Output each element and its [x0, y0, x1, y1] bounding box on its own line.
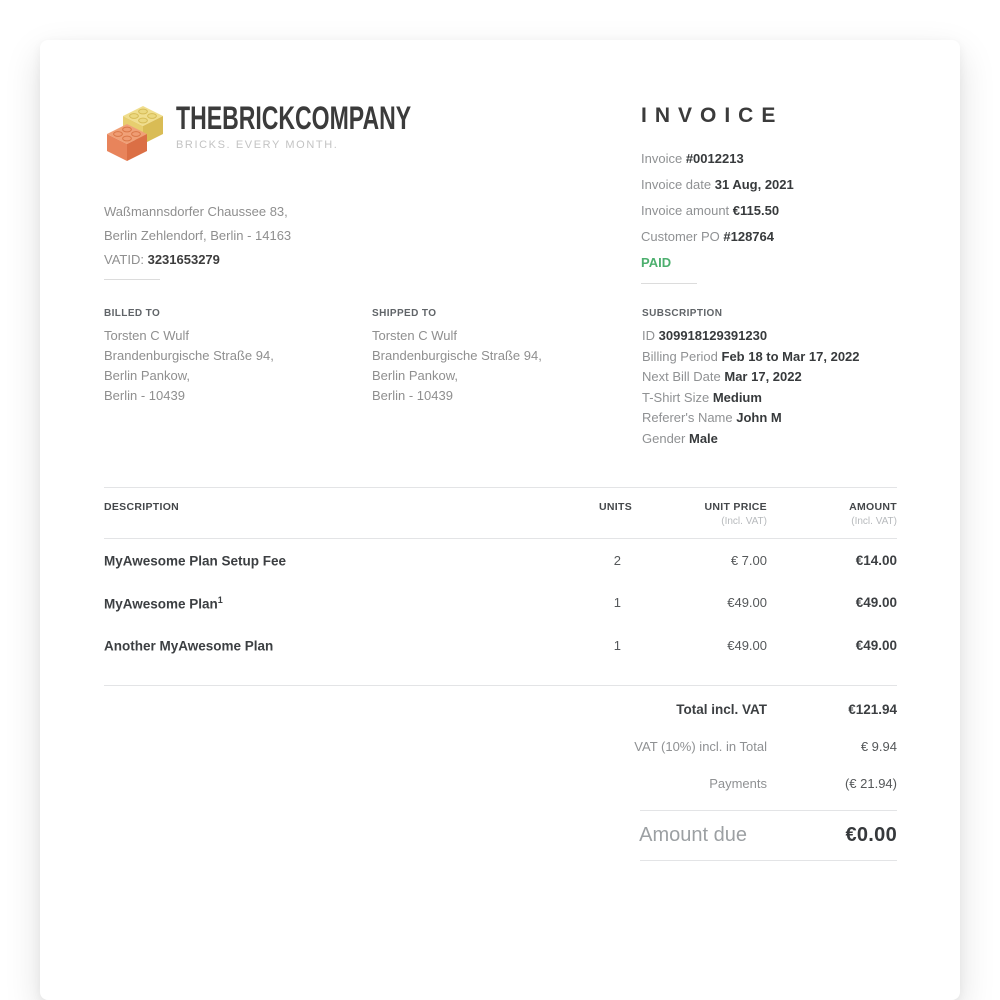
billed-to-section: [104, 308, 372, 449]
gender-row: [642, 429, 897, 450]
item-description: [104, 637, 542, 654]
gender-label: Gender: [642, 430, 686, 446]
table-row: [104, 624, 897, 667]
shipped-to-line: Torsten C Wulf: [372, 328, 458, 343]
vat-incl-value: € 9.94: [860, 738, 897, 754]
subscription-heading: SUBSCRIPTION: [642, 308, 723, 319]
payments-label: Payments: [709, 775, 767, 791]
amount-due-value: €0.00: [845, 823, 897, 846]
customer-po-label: Customer PO: [641, 229, 720, 244]
shipped-to-section: [372, 308, 642, 449]
subscription-id-value: 309918129391230: [658, 328, 768, 343]
customer-po-row: [641, 224, 897, 250]
total-incl-vat-row: [104, 686, 897, 728]
invoice-date-row: [641, 172, 897, 198]
item-description-text: MyAwesome Plan Setup Fee: [104, 553, 287, 569]
shipped-to-line: Berlin - 10439: [372, 388, 453, 403]
invoice-title: INVOICE: [641, 104, 784, 127]
referer-name-row: [642, 408, 897, 429]
tshirt-size-row: [642, 388, 897, 409]
next-bill-date-label: Next Bill Date: [642, 369, 721, 384]
vat-incl-row: [104, 728, 897, 765]
referer-name-value: John M: [736, 410, 782, 425]
billed-to-heading: BILLED TO: [104, 308, 161, 319]
invoice-card: [40, 40, 960, 1000]
gender-value: Male: [689, 430, 718, 446]
item-amount: €14.00: [855, 552, 897, 568]
vat-incl-label: VAT (10%) incl. in Total: [634, 738, 767, 754]
shipped-to-line: Brandenburgische Straße 94,: [372, 348, 542, 363]
item-unit-price: € 7.00: [730, 552, 767, 568]
unit-price-incl-vat-note: (Incl. VAT): [721, 516, 767, 527]
amount-due-bottom-rule: [640, 860, 897, 861]
invoice-amount-row: [641, 198, 897, 224]
billing-period-value: Feb 18 to Mar 17, 2022: [721, 348, 860, 364]
item-footnote-marker: 1: [217, 594, 223, 605]
col-header-unit-price: [632, 501, 767, 527]
billed-to-line: Brandenburgische Straße 94,: [104, 348, 274, 363]
invoice-date-label: Invoice date: [641, 177, 712, 192]
invoice-number-value: #0012213: [685, 151, 744, 166]
item-units: 2: [613, 552, 621, 568]
brick-logo-icon: [104, 100, 166, 167]
table-row: [104, 539, 897, 582]
subscription-id-row: [642, 326, 897, 347]
col-header-units: UNITS: [599, 501, 632, 513]
total-incl-vat-label: Total incl. VAT: [676, 701, 767, 717]
company-vat: [104, 248, 503, 272]
company-address: [104, 200, 503, 280]
item-unit-price: €49.00: [727, 595, 767, 611]
brand-name: THEBRICKCOMPANY: [176, 100, 412, 136]
billed-to-line: Torsten C Wulf: [104, 328, 190, 343]
referer-name-label: Referer's Name: [642, 410, 733, 425]
item-description: [104, 552, 542, 569]
payments-row: [104, 765, 897, 802]
invoice-amount-value: €115.50: [732, 203, 780, 218]
col-header-amount: [767, 501, 897, 527]
amount-due-label: Amount due: [639, 823, 747, 846]
item-description: [104, 595, 542, 612]
brand: [104, 100, 503, 167]
invoice-header: [104, 100, 897, 284]
company-address-line: Berlin Zehlendorf, Berlin - 14163: [104, 228, 292, 243]
status-badge: PAID: [641, 255, 672, 270]
item-description-text: Another MyAwesome Plan: [104, 638, 274, 654]
next-bill-date-row: [642, 367, 897, 388]
brand-text: [176, 100, 503, 151]
amount-header-label: AMOUNT: [849, 501, 897, 513]
invoice-amount-label: Invoice amount: [641, 203, 730, 218]
item-amount: €49.00: [855, 637, 897, 653]
tshirt-size-label: T-Shirt Size: [642, 389, 710, 405]
payments-value: (€ 21.94): [844, 775, 897, 791]
line-items-table: [104, 487, 897, 686]
amount-incl-vat-note: (Incl. VAT): [851, 516, 897, 527]
invoice-date-value: 31 Aug, 2021: [714, 177, 794, 192]
totals-section: [104, 686, 897, 861]
billing-period-row: [642, 347, 897, 368]
address-divider: [104, 279, 160, 280]
vat-label: VATID:: [104, 252, 144, 267]
next-bill-date-value: Mar 17, 2022: [724, 369, 802, 384]
table-header-row: [104, 488, 897, 538]
subscription-section: [642, 308, 897, 449]
billed-to-line: Berlin Pankow,: [104, 368, 190, 383]
item-description-text: MyAwesome Plan: [104, 596, 218, 611]
total-incl-vat-value: €121.94: [848, 701, 897, 717]
item-units: 1: [613, 637, 621, 653]
amount-due-row: [104, 811, 897, 860]
billing-period-label: Billing Period: [642, 348, 718, 364]
shipped-to-heading: SHIPPED TO: [372, 308, 437, 319]
tshirt-size-value: Medium: [712, 389, 762, 405]
invoice-number-label: Invoice: [641, 151, 683, 166]
col-header-description: DESCRIPTION: [104, 501, 180, 513]
invoice-meta-divider: [641, 283, 697, 284]
unit-price-header-label: UNIT PRICE: [704, 501, 767, 513]
item-units: 1: [613, 595, 621, 611]
item-unit-price: €49.00: [727, 637, 767, 653]
billed-to-line: Berlin - 10439: [104, 388, 185, 403]
invoice-meta: [641, 100, 897, 284]
item-amount: €49.00: [855, 595, 897, 611]
brand-block: [104, 100, 503, 284]
vat-value: 3231653279: [147, 252, 220, 267]
brand-tagline: BRICKS. EVERY MONTH.: [176, 138, 339, 151]
subscription-id-label: ID: [642, 328, 655, 343]
shipped-to-line: Berlin Pankow,: [372, 368, 458, 383]
table-row: [104, 582, 897, 625]
customer-po-value: #128764: [723, 229, 774, 244]
invoice-number-row: [641, 146, 897, 172]
parties-section: [104, 308, 897, 449]
company-address-line: Waßmannsdorfer Chaussee 83,: [104, 204, 288, 219]
